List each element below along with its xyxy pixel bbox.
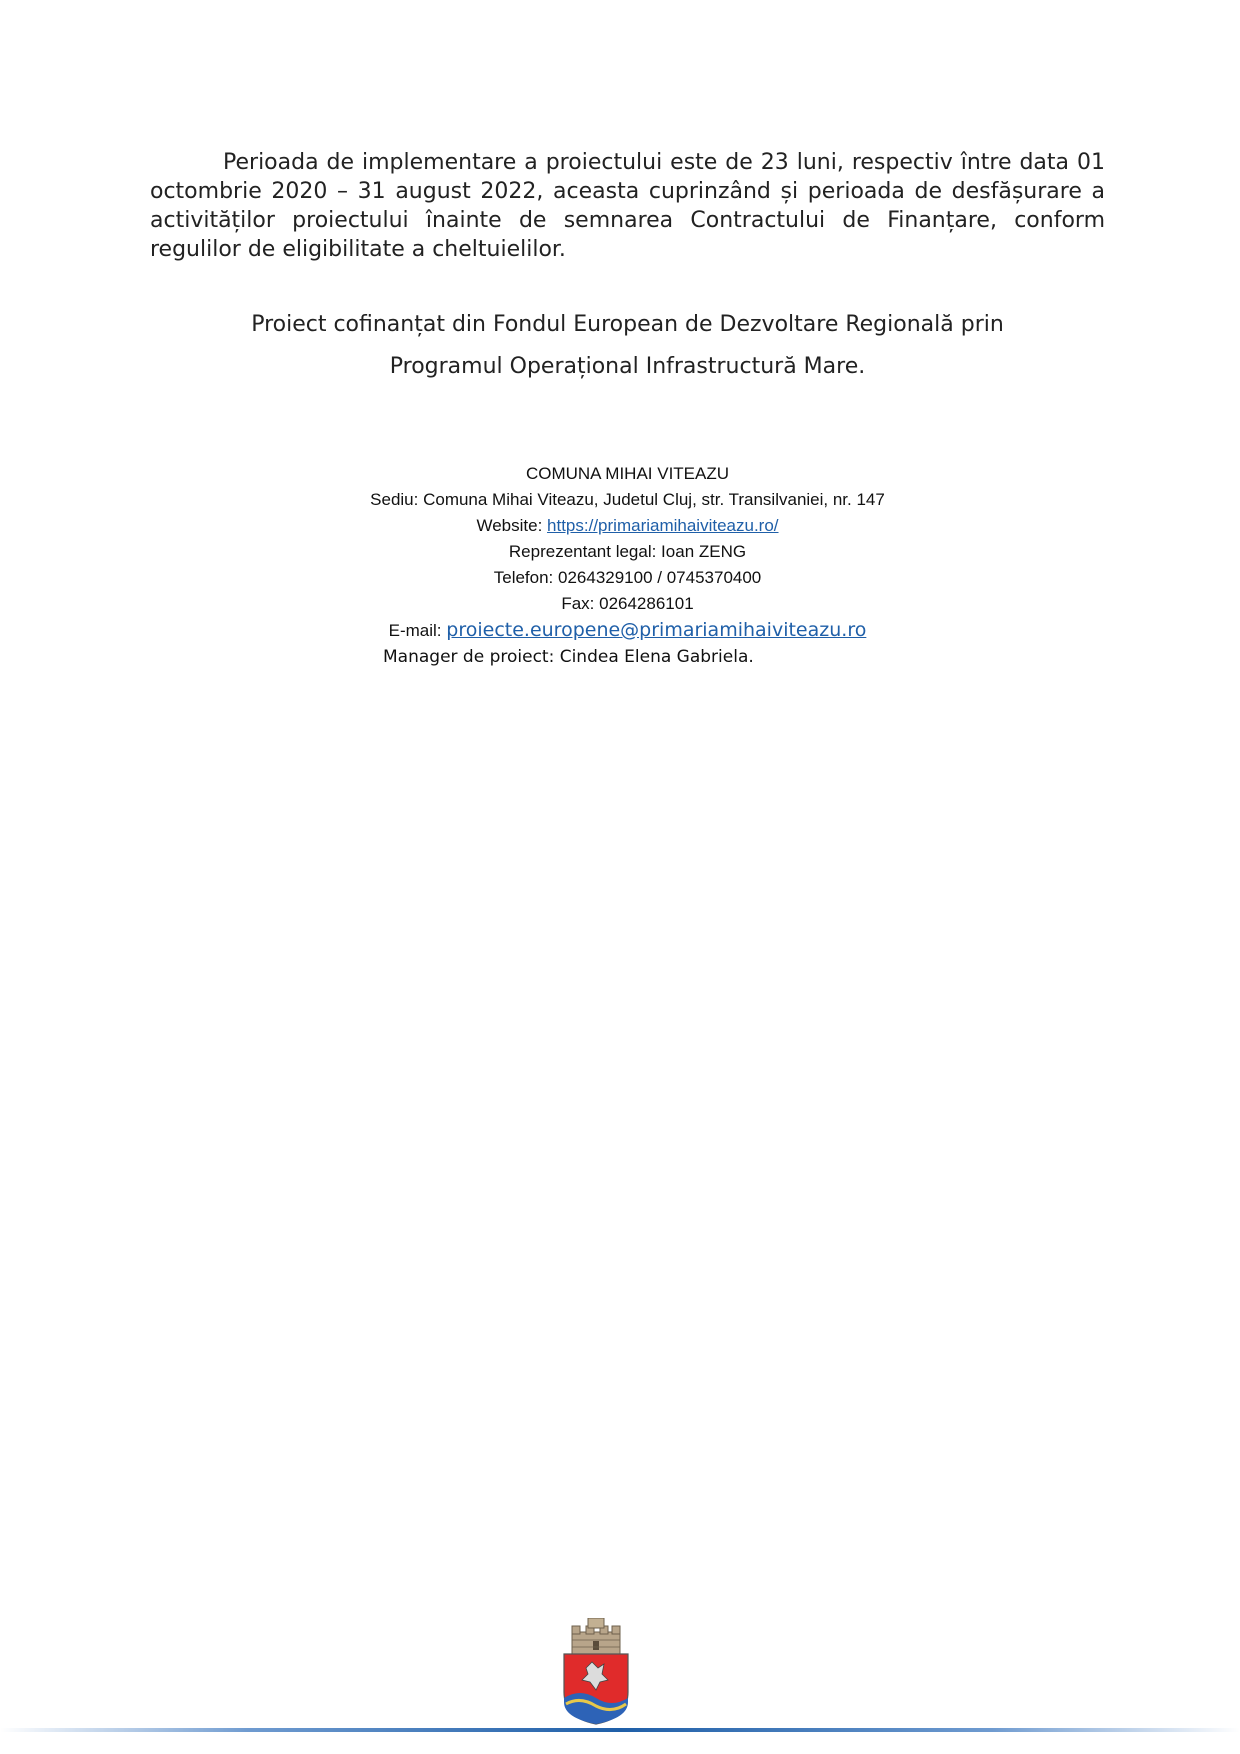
email-link[interactable]: proiecte.europene@primariamihaiviteazu.ro	[446, 619, 867, 641]
website-link[interactable]: https://primariamihaiviteazu.ro/	[547, 516, 779, 535]
website-line	[150, 513, 1105, 539]
contact-block	[150, 461, 1105, 670]
cofinancing-statement	[150, 304, 1105, 388]
footer-divider	[0, 1728, 1240, 1732]
shield-icon	[564, 1654, 628, 1724]
phone-line: Telefon: 0264329100 / 0745370400	[493, 568, 762, 587]
address-line: Sediu: Comuna Mihai Viteazu, Judetul Cluj, str. Transilvaniei, nr. 147	[370, 490, 885, 509]
organization-name: COMUNA MIHAI VITEAZU	[525, 464, 730, 483]
email-label: E-mail:	[388, 621, 447, 640]
email-line	[150, 617, 1105, 644]
project-manager: Manager de proiect: Cindea Elena Gabriela.	[383, 647, 754, 667]
coat-of-arms-icon	[560, 1618, 632, 1726]
cofinancing-line-2: Programul Operațional Infrastructură Mare.	[389, 354, 866, 379]
cofinancing-line-1: Proiect cofinanțat din Fondul European de Dezvoltare Regională prin	[251, 312, 1004, 337]
legal-representative: Reprezentant legal: Ioan ZENG	[508, 542, 747, 561]
website-label: Website:	[476, 516, 548, 535]
implementation-period-paragraph: Perioada de implementare a proiectului este de 23 luni, respectiv între data 01 octombrie 2020 – 31 august 2022, aceasta cuprinzând și perioada de desfășurare a activităților proiectului înainte de semnarea Contractului de Finanțare, conform regulilor de eligibilitate a cheltuielilor.	[150, 150, 1105, 262]
fax-line: Fax: 0264286101	[561, 594, 694, 613]
crown-icon	[572, 1618, 620, 1654]
